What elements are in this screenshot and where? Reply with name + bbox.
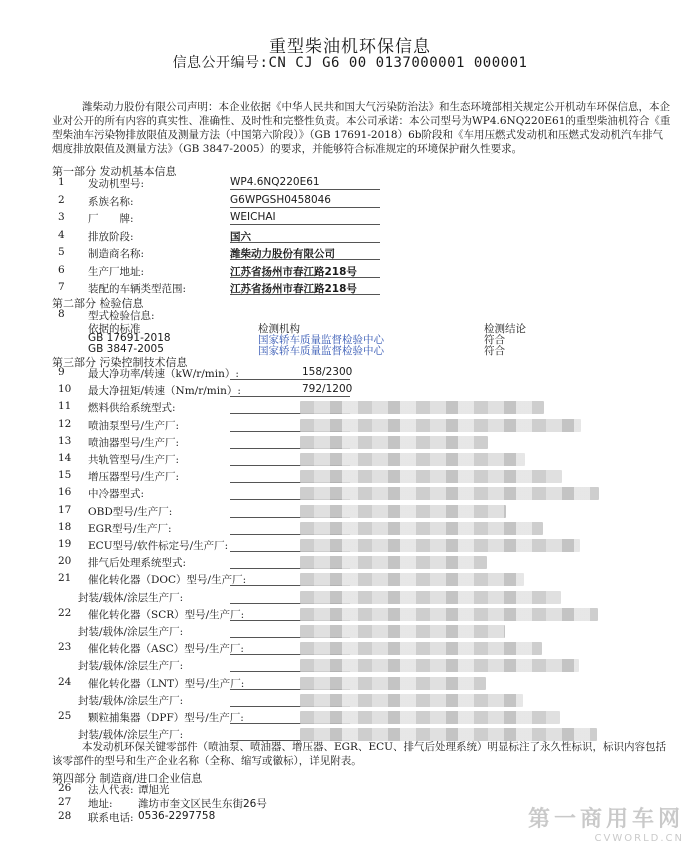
row-value: 158/2300 [302, 366, 353, 378]
redacted-value [300, 556, 487, 569]
row-8 [52, 308, 672, 324]
row-label: 喷油泵型号/生产厂: [88, 419, 180, 432]
row-label: 最大净扭矩/转速（Nm/r/min）: [88, 385, 241, 398]
redacted-value [300, 539, 580, 552]
redacted-value [300, 522, 543, 535]
redacted-value [300, 625, 505, 638]
row-value: 江苏省扬州市春江路218号 [230, 265, 357, 278]
row-label: 封装/载体/涂层生产厂: [78, 591, 184, 604]
row-label: 最大净功率/转速（kW/r/min）: [88, 368, 239, 380]
row-label: 系族名称: [88, 195, 134, 208]
row-label: 增压器型号/生产厂: [88, 471, 180, 484]
field-row [52, 366, 672, 382]
row-label: 催化转化器（DOC）型号/生产厂: [88, 574, 247, 587]
row-label: 催化转化器（ASC）型号/生产厂: [88, 643, 244, 656]
field-row [52, 469, 672, 485]
row-value: 国六 [230, 230, 251, 243]
row-label: 生产厂地址: [88, 265, 145, 278]
row-label: 封装/载体/涂层生产厂: [78, 694, 184, 707]
redacted-value [300, 591, 561, 604]
test-agency-2: 国家轿车质量监督检验中心 [258, 345, 384, 357]
row-number: 1 [58, 176, 65, 188]
value-underline [230, 207, 380, 208]
row-number: 2 [58, 193, 65, 206]
field-row [52, 435, 672, 451]
redacted-value [300, 608, 598, 621]
field-row [52, 452, 672, 468]
col-result-header: 检测结论 [484, 323, 526, 335]
row-label: 中冷器型式: [88, 488, 145, 501]
row-value: WEICHAI [230, 211, 276, 223]
row-number: 23 [58, 641, 72, 654]
redacted-value [300, 436, 488, 449]
redacted-value [300, 694, 523, 707]
row-number: 21 [58, 572, 72, 585]
row-number: 10 [58, 383, 72, 396]
row-value: 潍柴动力股份有限公司 [230, 248, 335, 260]
redacted-value [300, 453, 525, 466]
value-underline [230, 259, 380, 260]
field-row [52, 229, 672, 245]
row-label: 厂 牌: [88, 213, 134, 225]
field-row [52, 176, 672, 192]
row-value: WP4.6NQ220E61 [230, 176, 320, 188]
row-number: 15 [58, 469, 72, 482]
value-underline [230, 396, 350, 397]
col-agency-header: 检测机构 [258, 323, 300, 335]
row-label: 封装/载体/涂层生产厂: [78, 626, 184, 638]
row-value: 792/1200 [302, 383, 353, 396]
test-standard-1: GB 17691-2018 [88, 332, 171, 344]
row-label: 燃料供给系统型式: [88, 402, 176, 415]
redacted-value [300, 573, 524, 586]
row-number: 28 [58, 810, 72, 822]
part4-heading: 第四部分 制造商/进口企业信息 [52, 772, 203, 785]
field-row [52, 521, 672, 537]
row-number: 5 [58, 246, 65, 258]
part1-heading: 第一部分 发动机基本信息 [52, 165, 177, 178]
field-row [52, 418, 672, 434]
field-row [52, 641, 672, 657]
row-number: 12 [58, 417, 72, 430]
row-number: 25 [58, 710, 72, 722]
row-number: 4 [58, 228, 65, 241]
field-row [52, 400, 672, 416]
row-number: 8 [58, 308, 65, 320]
row-value: 谭旭光 [138, 784, 170, 796]
test-standard-2: GB 3847-2005 [88, 343, 164, 355]
row-number: 17 [58, 503, 72, 516]
document-title: 重型柴油机环保信息 [269, 37, 431, 57]
row-number: 24 [58, 675, 72, 688]
row-number: 11 [58, 400, 72, 413]
field-row [52, 211, 672, 227]
row-number: 6 [58, 263, 65, 276]
row-label: 装配的车辆类型范围: [88, 283, 187, 295]
test-agency-1: 国家轿车质量监督检验中心 [258, 334, 384, 346]
redacted-value [300, 505, 506, 518]
row-label: 喷油器型号/生产厂: [88, 436, 180, 449]
value-underline [230, 277, 380, 278]
row-number: 14 [58, 452, 72, 464]
field-row [52, 194, 672, 210]
row-label: 催化转化器（LNT）型号/生产厂: [88, 677, 245, 690]
field-row [52, 281, 672, 297]
row-number: 20 [58, 555, 72, 568]
test-result-2: 符合 [484, 345, 505, 357]
row-number: 26 [58, 782, 72, 794]
value-underline [230, 294, 380, 295]
row-value: G6WPGSH0458046 [230, 193, 331, 206]
part3-heading: 第三部分 污染控制技术信息 [52, 356, 188, 369]
redacted-value [300, 419, 581, 432]
row-label: 联系电话: [88, 812, 134, 824]
redacted-value [300, 677, 486, 690]
row-value: 0536-2297758 [138, 810, 216, 822]
redacted-value [300, 487, 599, 500]
field-row [52, 590, 672, 606]
part2-heading: 第二部分 检验信息 [52, 297, 144, 310]
value-underline [230, 189, 380, 190]
row-label: ECU型号/软件标定号/生产厂: [88, 540, 229, 552]
watermark-en: CVWORLD.CN [594, 833, 684, 844]
field-row [52, 710, 672, 726]
field-row [52, 624, 672, 640]
row-label: 共轨管型号/生产厂: [88, 454, 180, 466]
row-label: 法人代表: [88, 784, 134, 796]
company-statement: 潍柴动力股份有限公司声明：本企业依据《中华人民共和国大气污染防治法》和生态环境部相关规定公开机动车环保信息，本企业对公开的所有内容的真实性、准确性、及时性和完整性负责。本公司承诺：本公司型号为WP4.6NQ220E61的重型柴油机符合《重型柴油车污染物排放限值及测量方法（中国第六阶段）》（GB 17691-2018）6b阶段和《车用压燃式发动机和压燃式发动机汽车排气烟度排放限值及测量方法》（GB 3847-2005）的要求，并能够符合标准规定的环境保护耐久性要求。 [52, 101, 671, 155]
row-label: 地址: [88, 798, 113, 810]
row-label: 催化转化器（SCR）型号/生产厂: [88, 608, 245, 621]
row-label: 发动机型号: [88, 178, 145, 190]
row-number: 16 [58, 486, 72, 499]
field-row [52, 538, 672, 554]
field-row [52, 676, 672, 692]
row-value: 潍坊市奎文区民生东街26号 [138, 798, 267, 810]
field-row [52, 693, 672, 709]
row-number: 7 [58, 281, 65, 293]
field-row [52, 486, 672, 502]
row-label: 封装/载体/涂层生产厂: [78, 729, 184, 742]
field-row [52, 555, 672, 571]
field-row [52, 658, 672, 674]
row-label: 封装/载体/涂层生产厂: [78, 660, 184, 673]
field-row [52, 607, 672, 623]
redacted-value [300, 642, 542, 655]
row-number: 3 [58, 211, 65, 223]
row-value: 江苏省扬州市春江路218号 [230, 283, 357, 295]
row-number: 27 [58, 796, 72, 808]
row-label: 排气后处理系统型式: [88, 557, 187, 570]
redacted-value [300, 401, 544, 414]
row-label: 排放阶段: [88, 230, 134, 243]
value-underline [230, 379, 350, 380]
field-row [52, 264, 672, 280]
row-number: 18 [58, 520, 72, 533]
row-number: 13 [58, 434, 72, 447]
field-row [52, 383, 672, 399]
row-label: 颗粒捕集器（DPF）型号/生产厂: [88, 712, 244, 724]
value-underline [230, 224, 380, 225]
site-watermark [528, 802, 684, 844]
row-number: 19 [58, 538, 72, 550]
field-row [52, 572, 672, 588]
redacted-value [300, 711, 560, 724]
field-row [52, 504, 672, 520]
row-label: OBD型号/生产厂: [88, 505, 173, 518]
value-underline [230, 242, 380, 243]
redacted-value [300, 659, 579, 672]
key-parts-note: 本发动机环保关键零部件（喷油泵、喷油器、增压器、EGR、ECU、排气后处理系统）明显标注了永久性标识，标识内容包括该零部件的型号和生产企业名称（全称、缩写或徽标），详见附表。 [52, 741, 667, 767]
row-number: 22 [58, 606, 72, 619]
field-row [52, 246, 672, 262]
row-label: 制造商名称: [88, 248, 145, 260]
redacted-value [300, 470, 562, 483]
disclosure-number: 信息公开编号:CN CJ G6 00 0137000001 000001 [172, 55, 528, 71]
row-number: 9 [58, 366, 65, 378]
row-label: 型式检验信息: [88, 310, 155, 322]
test-result-1: 符合 [484, 334, 505, 346]
row-label: EGR型号/生产厂: [88, 522, 172, 535]
col-standard-header: 依据的标准 [88, 323, 141, 335]
watermark-cn: 第一商用车网 [527, 807, 684, 832]
